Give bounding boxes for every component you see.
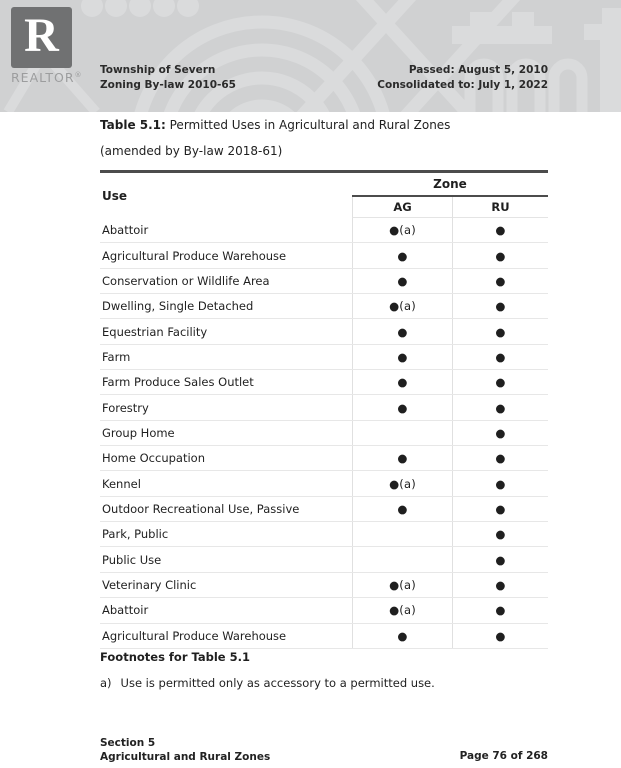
use-cell: Abattoir <box>102 603 149 618</box>
use-cell: Park, Public <box>102 527 169 542</box>
table-row <box>100 421 548 446</box>
municipality-name: Township of Severn <box>100 64 216 76</box>
table-title-text: Permitted Uses in Agricultural and Rural Zones <box>165 118 451 132</box>
realtor-logo-box <box>11 7 72 68</box>
ru-cell: ● <box>452 395 548 419</box>
footnote-item <box>100 676 435 690</box>
ag-column-header: AG <box>352 197 452 218</box>
header-band <box>0 0 621 112</box>
ag-cell <box>352 522 452 546</box>
ru-cell: ● <box>452 294 548 318</box>
use-cell: Equestrian Facility <box>102 324 208 339</box>
ag-cell: ● <box>352 624 452 648</box>
ag-cell: ● <box>352 319 452 343</box>
table-row <box>100 294 548 319</box>
decorative-pattern <box>0 0 621 112</box>
consolidated-date: Consolidated to: July 1, 2022 <box>377 79 548 91</box>
ru-cell: ● <box>452 624 548 648</box>
footer-section-name: Agricultural and Rural Zones <box>100 751 271 763</box>
zone-group-header: Zone <box>352 173 548 197</box>
ag-cell: ● <box>352 243 452 267</box>
use-cell: Outdoor Recreational Use, Passive <box>102 501 300 516</box>
ru-cell: ● <box>452 218 548 242</box>
table-row <box>100 370 548 395</box>
use-cell: Forestry <box>102 400 149 415</box>
table-row <box>100 471 548 496</box>
use-cell: Veterinary Clinic <box>102 577 197 592</box>
table-row <box>100 269 548 294</box>
ru-cell: ● <box>452 345 548 369</box>
realtor-logo <box>11 7 83 85</box>
use-cell: Agricultural Produce Warehouse <box>102 628 287 643</box>
ag-cell: ●(a) <box>352 294 452 318</box>
ag-cell <box>352 547 452 571</box>
ru-cell: ● <box>452 547 548 571</box>
use-cell: Group Home <box>102 425 175 440</box>
realtor-logo-r-icon: R <box>24 8 59 62</box>
passed-date: Passed: August 5, 2010 <box>408 64 548 76</box>
ag-cell: ● <box>352 446 452 470</box>
footer-section-block <box>100 736 270 764</box>
ru-cell: ● <box>452 370 548 394</box>
ag-cell: ● <box>352 497 452 521</box>
table-row <box>100 319 548 344</box>
ru-cell: ● <box>452 522 548 546</box>
use-cell: Kennel <box>102 476 141 491</box>
table-row <box>100 522 548 547</box>
ru-cell: ● <box>452 269 548 293</box>
table-row <box>100 395 548 420</box>
ag-cell <box>352 421 452 445</box>
ag-cell: ● <box>352 370 452 394</box>
table-row <box>100 497 548 522</box>
table-row <box>100 624 548 649</box>
ru-cell: ● <box>452 446 548 470</box>
table-title <box>100 118 450 132</box>
table-row <box>100 345 548 370</box>
ag-cell: ● <box>352 395 452 419</box>
table-header <box>100 173 548 218</box>
use-cell: Conservation or Wildlife Area <box>102 273 270 288</box>
ru-cell: ● <box>452 471 548 495</box>
use-cell: Home Occupation <box>102 451 205 466</box>
ru-cell: ● <box>452 421 548 445</box>
table-body <box>100 218 548 649</box>
ru-cell: ● <box>452 243 548 267</box>
ag-cell: ●(a) <box>352 598 452 622</box>
use-cell: Abattoir <box>102 223 149 238</box>
ag-cell: ●(a) <box>352 471 452 495</box>
header-right-block <box>377 63 548 93</box>
footnote-label: a) <box>100 676 112 690</box>
ag-cell: ●(a) <box>352 218 452 242</box>
footer-page-number: Page 76 of 268 <box>459 750 548 762</box>
table-row <box>100 598 548 623</box>
use-cell: Dwelling, Single Detached <box>102 299 254 314</box>
footer-section-number: Section 5 <box>100 737 156 749</box>
table-row <box>100 547 548 572</box>
use-column-header: Use <box>102 188 128 203</box>
use-cell: Public Use <box>102 552 162 567</box>
permitted-uses-table <box>100 170 548 649</box>
use-cell: Farm <box>102 349 131 364</box>
footnote-text: Use is permitted only as accessory to a permitted use. <box>120 676 435 690</box>
ru-column-header: RU <box>452 197 548 218</box>
realtor-logo-word: REALTOR® <box>11 70 83 85</box>
table-row <box>100 446 548 471</box>
footnotes-title: Footnotes for Table 5.1 <box>100 650 250 664</box>
ag-cell: ●(a) <box>352 573 452 597</box>
table-title-number: Table 5.1: <box>100 118 166 132</box>
trademark-symbol: ® <box>74 70 83 79</box>
ag-cell: ● <box>352 345 452 369</box>
table-row <box>100 243 548 268</box>
bylaw-number: Zoning By-law 2010-65 <box>100 79 236 91</box>
ru-cell: ● <box>452 497 548 521</box>
ru-cell: ● <box>452 598 548 622</box>
table-row <box>100 573 548 598</box>
use-cell: Farm Produce Sales Outlet <box>102 375 254 390</box>
ru-cell: ● <box>452 319 548 343</box>
amended-note: (amended by By-law 2018-61) <box>100 144 283 158</box>
use-cell: Agricultural Produce Warehouse <box>102 248 287 263</box>
ru-cell: ● <box>452 573 548 597</box>
header-left-block <box>100 63 236 93</box>
table-row <box>100 218 548 243</box>
ag-cell: ● <box>352 269 452 293</box>
